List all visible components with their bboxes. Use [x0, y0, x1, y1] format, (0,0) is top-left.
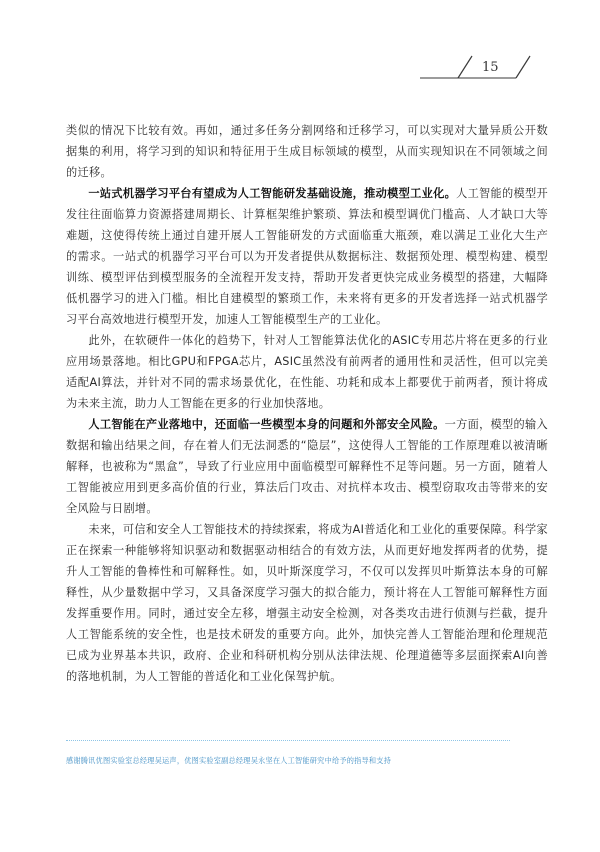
paragraph-3 [66, 330, 548, 414]
body-text [66, 120, 548, 687]
paragraph-2-lead: 一站式机器学习平台有望成为人工智能研发基础设施，推动模型工业化。 [88, 187, 457, 200]
paragraph-1 [66, 120, 548, 183]
paragraph-3-text: 此外，在软硬件一体化的趋势下，针对人工智能算法优化的ASIC专用芯片将在更多的行业应用场景落地。相比GPU和FPGA芯片，ASIC虽然没有前两者的通用性和灵活性，但可以完美适配AI算法，并针对不同的需求场景优化，在性能、功耗和成本上都要优于前两者，预计将成为未来主流，助力人工智能在更多的行业加快落地。 [66, 334, 548, 410]
page-header [420, 50, 560, 90]
paragraph-5 [66, 519, 548, 687]
paragraph-2 [66, 183, 548, 330]
paragraph-4-lead: 人工智能在产业落地中，还面临一些模型本身的问题和外部安全风险。 [88, 418, 445, 431]
page-number: 15 [482, 60, 499, 75]
footnote: 感谢腾讯优图实验室总经理吴运声，优图实验室副总经理吴永坚在人工智能研究中给予的指导和支持 [66, 756, 392, 765]
paragraph-4 [66, 414, 548, 519]
paragraph-1-text: 类似的情况下比较有效。再如，通过多任务分割网络和迁移学习，可以实现对大量异质公开数据集的利用，将学习到的知识和特征用于生成目标领域的模型，从而实现知识在不同领域之间的迁移。 [66, 124, 548, 179]
paragraph-2-text: 人工智能的模型开发往往面临算力资源搭建周期长、计算框架维护繁琐、算法和模型调优门槛高、人才缺口大等难题，这使得传统上通过自建开展人工智能研发的方式面临重大瓶颈，难以满足工业化大生产的需求。一站式的机器学习平台可以为开发者提供从数据标注、数据预处理、模型构建、模型训练、模型评估到模型服务的全流程开发支持，帮助开发者更快完成业务模型的搭建，大幅降低机器学习的进入门槛。相比自建模型的繁琐工作，未来将有更多的开发者选择一站式机器学习平台高效地进行模型开发，加速人工智能模型生产的工业化。 [66, 187, 548, 326]
paragraph-5-text: 未来，可信和安全人工智能技术的持续探索，将成为AI普适化和工业化的重要保障。科学家正在探索一种能够将知识驱动和数据驱动相结合的有效方法，从而更好地发挥两者的优势，提升人工智能的鲁棒性和可解释性。如，贝叶斯深度学习，不仅可以发挥贝叶斯算法本身的可解释性，从少量数据中学习，又具备深度学习强大的拟合能力，预计将在人工智能可解释性方面发挥重要作用。同时，通过安全左移，增强主动安全检测，对各类攻击进行侦测与拦截，提升人工智能系统的安全性，也是技术研发的重要方向。此外，加快完善人工智能治理和伦理规范已成为业界基本共识，政府、企业和科研机构分别从法律法规、伦理道德等多层面探索AI向善的落地机制，为人工智能的普适化和工业化保驾护航。 [66, 523, 548, 683]
footnote-divider [66, 740, 510, 741]
paragraph-4-text: 一方面，模型的输入数据和输出结果之间，存在着人们无法洞悉的“隐层”，这使得人工智能的工作原理难以被清晰解释，也被称为“黑盒”，导致了行业应用中面临模型可解释性不足等问题。另一方面，随着人工智能被应用到更多高价值的行业，算法后门攻击、对抗样本攻击、模型窃取攻击等带来的安全风险与日剧增。 [66, 418, 549, 515]
